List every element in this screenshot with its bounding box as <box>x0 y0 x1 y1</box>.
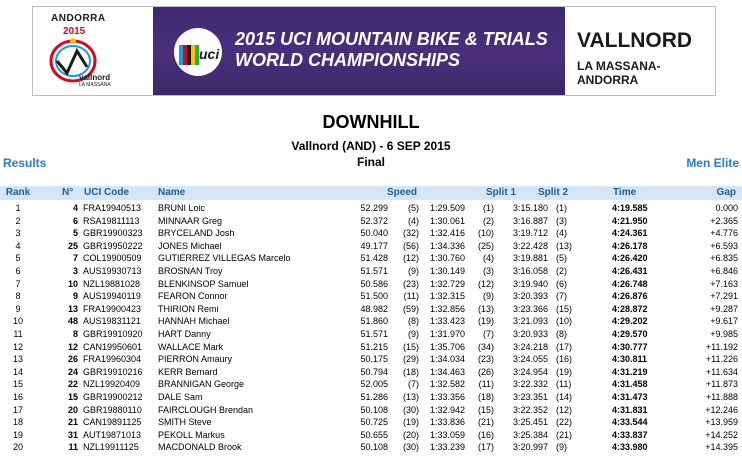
bib-number: 25 <box>67 240 78 251</box>
rider-name: HART Danny <box>158 329 211 339</box>
logo-vallnord-text: vallnord <box>79 73 111 82</box>
split1-position: (1) <box>483 203 494 213</box>
speed-value: 52.299 <box>360 203 388 213</box>
uci-code: GBR19910216 <box>83 366 143 377</box>
rider-name: KERR Bernard <box>158 366 218 377</box>
split1-position: (7) <box>483 329 494 339</box>
speed-value: 48.982 <box>360 303 388 314</box>
split1-position: (23) <box>477 354 494 365</box>
split2-time: 3:19.712 <box>513 228 549 239</box>
bib-number: 10 <box>67 278 78 289</box>
split2-time: 3:19.881 <box>513 253 549 264</box>
gap-value: +9.287 <box>710 303 738 314</box>
finish-time: 4:33.837 <box>612 429 648 440</box>
speed-value: 51.571 <box>360 329 388 339</box>
split2-position: (14) <box>556 392 573 402</box>
rank-cell: 17 <box>12 404 23 415</box>
col-speed: Speed <box>387 187 418 198</box>
uci-code: CAN19950601 <box>83 341 143 352</box>
gap-value: +14.395 <box>705 442 738 453</box>
speed-position: (19) <box>402 417 419 428</box>
split2-time: 3:23.351 <box>513 392 549 402</box>
split1-position: (4) <box>483 253 494 264</box>
table-row <box>0 329 742 340</box>
split1-time: 1:30.760 <box>430 253 466 264</box>
bib-number: 6 <box>72 215 78 226</box>
speed-position: (12) <box>402 253 419 264</box>
rank-cell: 11 <box>13 329 23 339</box>
bib-number: 11 <box>68 442 78 453</box>
logo-andorra-text: ANDORRA <box>51 13 106 24</box>
gap-value: +12.246 <box>705 404 738 415</box>
rider-name: FEARON Connor <box>158 291 228 302</box>
speed-position: (29) <box>402 354 419 365</box>
bib-number: 24 <box>67 366 78 377</box>
uci-code: GBR19900212 <box>83 392 143 402</box>
split2-position: (3) <box>556 215 567 226</box>
col-uci-code: UCI Code <box>84 187 129 198</box>
rank-cell: 16 <box>12 392 23 402</box>
gap-value: +7.163 <box>710 278 738 289</box>
uci-logo-icon <box>173 27 223 77</box>
table-row <box>0 241 742 252</box>
split2-time: 3:24.954 <box>513 366 549 377</box>
table-row <box>0 279 742 290</box>
uci-code: FRA19960304 <box>83 354 142 365</box>
finish-time: 4:28.872 <box>612 303 648 314</box>
rider-name: DALE Sam <box>158 392 203 402</box>
split1-position: (12) <box>477 278 494 289</box>
split2-time: 3:25.384 <box>513 429 549 440</box>
col-number: N° <box>62 187 74 198</box>
uci-code: GBR19910920 <box>83 329 143 339</box>
split1-time: 1:32.315 <box>430 291 466 302</box>
finish-time: 4:31.831 <box>612 404 648 415</box>
speed-position: (8) <box>408 316 419 327</box>
split2-position: (7) <box>556 291 567 302</box>
rider-name: BLENKINSOP Samuel <box>158 278 249 289</box>
table-row <box>0 442 742 453</box>
logo-lamassana-text: LA MASSANA <box>79 82 111 88</box>
split1-position: (19) <box>477 316 494 327</box>
championship-title <box>235 29 565 71</box>
uci-code: AUS19831121 <box>83 316 141 327</box>
split1-position: (25) <box>477 240 494 251</box>
split2-time: 3:16.887 <box>513 215 549 226</box>
speed-value: 52.005 <box>360 379 388 390</box>
speed-position: (5) <box>408 203 419 213</box>
speed-position: (30) <box>402 404 419 415</box>
bib-number: 20 <box>67 404 78 415</box>
gap-value: +14.252 <box>705 429 738 440</box>
split1-position: (16) <box>477 429 494 440</box>
table-row <box>0 379 742 390</box>
split2-position: (21) <box>556 429 573 440</box>
bib-number: 15 <box>67 392 78 402</box>
finish-time: 4:26.178 <box>612 240 648 251</box>
table-row <box>0 354 742 365</box>
results-link[interactable]: Results <box>3 156 47 170</box>
finish-time: 4:24.361 <box>612 228 648 239</box>
split2-time: 3:22.332 <box>513 379 549 390</box>
rank-cell: 1 <box>15 203 21 213</box>
speed-value: 51.428 <box>360 253 388 264</box>
speed-value: 51.500 <box>360 291 388 302</box>
split2-position: (2) <box>556 266 567 276</box>
speed-value: 51.286 <box>360 392 388 402</box>
speed-value: 50.108 <box>360 442 388 453</box>
gap-value: +6.835 <box>710 253 738 264</box>
split2-time: 3:19.940 <box>513 278 549 289</box>
table-row <box>0 316 742 327</box>
table-row <box>0 417 742 428</box>
bib-number: 9 <box>72 291 78 302</box>
bib-number: 31 <box>67 429 78 440</box>
rider-name: HANNAH Michael <box>158 316 230 327</box>
split1-position: (18) <box>477 392 494 402</box>
speed-position: (18) <box>402 366 419 377</box>
split2-position: (6) <box>556 278 567 289</box>
bib-number: 8 <box>72 329 78 339</box>
table-row <box>0 304 742 315</box>
split1-time: 1:34.034 <box>430 354 466 365</box>
bib-number: 4 <box>72 203 78 213</box>
championship-title-line2: WORLD CHAMPIONSHIPS <box>235 50 460 70</box>
vallnord-andorra-logo <box>33 7 153 95</box>
col-gap: Gap <box>716 187 736 198</box>
speed-value: 50.175 <box>360 354 388 365</box>
gap-value: +9.617 <box>710 316 738 327</box>
table-row <box>0 216 742 227</box>
uci-code: AUS19930713 <box>83 266 142 276</box>
bib-number: 12 <box>67 341 78 352</box>
speed-value: 50.586 <box>360 278 388 289</box>
split2-position: (22) <box>556 417 573 428</box>
split1-position: (26) <box>477 366 494 377</box>
speed-position: (4) <box>408 215 419 226</box>
split2-position: (1) <box>556 203 567 213</box>
rank-cell: 20 <box>12 442 23 453</box>
split1-time: 1:32.942 <box>430 404 466 415</box>
rank-cell: 8 <box>15 291 21 302</box>
speed-value: 51.571 <box>360 266 388 276</box>
speed-position: (56) <box>402 240 419 251</box>
speed-position: (32) <box>402 228 419 239</box>
speed-position: (30) <box>402 442 419 453</box>
uci-code: NZL19881028 <box>83 278 141 289</box>
speed-position: (23) <box>402 278 419 289</box>
uci-code: FRA19940513 <box>83 203 142 213</box>
rider-name: THIRION Remi <box>158 303 219 314</box>
split2-time: 3:24.055 <box>513 354 549 365</box>
split2-position: (5) <box>556 253 567 264</box>
finish-time: 4:33.544 <box>612 417 648 428</box>
finish-time: 4:33.980 <box>612 442 648 453</box>
split2-position: (19) <box>556 366 573 377</box>
split1-position: (9) <box>483 291 494 302</box>
venue-name: VALLNORD <box>577 29 693 52</box>
uci-code: RSA19811113 <box>83 215 140 226</box>
rider-name: SMITH Steve <box>158 417 212 428</box>
uci-code: GBR19880110 <box>83 404 142 415</box>
gap-value: +6.593 <box>710 240 738 251</box>
speed-position: (9) <box>408 266 419 276</box>
uci-code: COL19900509 <box>83 253 142 264</box>
venue-panel <box>565 7 715 95</box>
split1-time: 1:30.149 <box>430 266 466 276</box>
speed-value: 49.177 <box>360 240 388 251</box>
finish-time: 4:26.876 <box>612 291 648 302</box>
split2-position: (16) <box>556 354 573 365</box>
finish-time: 4:26.431 <box>612 266 648 276</box>
split1-time: 1:29.509 <box>430 203 466 213</box>
split1-time: 1:33.059 <box>430 429 466 440</box>
finish-time: 4:30.777 <box>612 341 648 352</box>
split1-time: 1:34.336 <box>430 240 466 251</box>
rider-name: BRANNIGAN George <box>158 379 245 390</box>
rider-name: FAIRCLOUGH Brendan <box>158 404 254 415</box>
split1-time: 1:33.423 <box>430 316 466 327</box>
split2-position: (15) <box>556 303 573 314</box>
col-split1: Split 1 <box>486 187 517 198</box>
speed-position: (9) <box>408 329 419 339</box>
split1-time: 1:32.729 <box>430 278 466 289</box>
uci-code: CAN19891125 <box>83 417 142 428</box>
rank-cell: 3 <box>15 228 21 239</box>
split1-time: 1:31.970 <box>430 329 466 339</box>
bib-number: 21 <box>67 417 78 428</box>
finish-time: 4:31.219 <box>612 366 648 377</box>
split1-time: 1:33.239 <box>430 442 466 453</box>
gap-value: +2.365 <box>710 215 738 226</box>
finish-time: 4:31.473 <box>612 392 648 402</box>
venue-location: LA MASSANA-ANDORRA <box>577 59 661 87</box>
speed-value: 50.040 <box>360 228 388 239</box>
results-table-header <box>0 186 742 200</box>
split1-position: (13) <box>477 303 494 314</box>
rank-cell: 4 <box>15 240 21 251</box>
split1-time: 1:32.582 <box>430 379 466 390</box>
split1-position: (15) <box>477 404 494 415</box>
gap-value: +9.985 <box>710 329 738 339</box>
split2-time: 3:15.180 <box>513 203 549 213</box>
split1-time: 1:35.706 <box>430 341 466 352</box>
split2-time: 3:24.218 <box>513 341 549 352</box>
event-title: DOWNHILL <box>322 112 420 132</box>
split2-position: (4) <box>556 228 567 239</box>
speed-value: 50.725 <box>360 417 388 428</box>
finish-time: 4:29.570 <box>612 329 648 339</box>
bib-number: 5 <box>72 228 78 239</box>
uci-code: NZL19920409 <box>83 379 141 390</box>
rank-cell: 14 <box>12 366 23 377</box>
finish-time: 4:30.811 <box>612 354 648 365</box>
rank-cell: 2 <box>15 215 21 226</box>
rank-cell: 6 <box>15 266 21 276</box>
rank-cell: 10 <box>12 316 23 327</box>
speed-position: (11) <box>403 291 419 302</box>
bib-number: 48 <box>67 316 78 327</box>
uci-code: AUS19940119 <box>83 291 141 302</box>
finish-time: 4:26.748 <box>612 278 648 289</box>
split2-time: 3:22.428 <box>513 240 549 251</box>
gap-value: +11.226 <box>705 354 738 365</box>
split1-position: (17) <box>477 442 494 453</box>
split2-position: (10) <box>556 316 573 327</box>
gap-value: +7.291 <box>710 291 738 302</box>
rider-name: PIERRON Amaury <box>158 354 233 365</box>
split1-time: 1:34.463 <box>430 366 466 377</box>
bib-number: 26 <box>67 354 78 365</box>
speed-position: (15) <box>402 341 419 352</box>
gap-value: +11.888 <box>705 392 738 402</box>
speed-position: (7) <box>408 379 419 390</box>
category-link[interactable]: Men Elite <box>686 156 739 170</box>
rider-name: PEKOLL Markus <box>158 429 225 440</box>
table-row <box>0 342 742 353</box>
split1-position: (10) <box>477 228 494 239</box>
finish-time: 4:26.420 <box>612 253 648 264</box>
finish-time: 4:31.458 <box>612 379 648 390</box>
speed-value: 52.372 <box>360 215 388 226</box>
round-title: Final <box>356 155 385 169</box>
rider-name: BRUNI Loic <box>158 203 206 213</box>
split2-time: 3:20.393 <box>513 291 549 302</box>
uci-logo-text: uci <box>199 46 220 62</box>
table-row <box>0 430 742 441</box>
rider-name: WALLACE Mark <box>158 341 224 352</box>
split2-position: (11) <box>556 379 572 390</box>
split1-position: (21) <box>477 417 494 428</box>
bib-number: 3 <box>72 266 78 276</box>
logo-year-text: 2015 <box>63 26 86 37</box>
split1-time: 1:30.061 <box>430 215 466 226</box>
split2-position: (8) <box>556 329 567 339</box>
gap-value: +6.846 <box>710 266 738 276</box>
gap-value: +11.192 <box>705 341 738 352</box>
col-time: Time <box>613 187 637 198</box>
split1-position: (3) <box>483 266 494 276</box>
speed-position: (20) <box>402 429 419 440</box>
gap-value: +4.776 <box>710 228 738 239</box>
uci-code: GBR19900323 <box>83 228 143 239</box>
speed-position: (13) <box>402 392 419 402</box>
speed-value: 50.108 <box>360 404 388 415</box>
speed-value: 51.860 <box>360 316 388 327</box>
table-row <box>0 266 742 277</box>
rider-name: MINNAAR Greg <box>158 215 223 226</box>
finish-time: 4:21.950 <box>612 215 648 226</box>
split1-time: 1:32.416 <box>430 228 466 239</box>
split1-position: (34) <box>477 341 494 352</box>
split2-time: 3:22.352 <box>513 404 549 415</box>
rank-cell: 9 <box>15 303 21 314</box>
finish-time: 4:29.202 <box>612 316 648 327</box>
rider-name: BROSNAN Troy <box>158 266 223 276</box>
gap-value: +11.873 <box>705 379 738 390</box>
gap-value: 0.000 <box>715 203 738 213</box>
table-row <box>0 367 742 378</box>
table-row <box>0 392 742 403</box>
rank-cell: 12 <box>12 341 23 352</box>
rider-name: MACDONALD Brook <box>158 442 242 453</box>
venue-date: Vallnord (AND) - 6 SEP 2015 <box>291 139 451 153</box>
rider-name: BRYCELAND Josh <box>158 228 235 239</box>
rank-cell: 18 <box>12 417 23 428</box>
col-rank: Rank <box>5 187 31 198</box>
championship-title-line1: 2015 UCI MOUNTAIN BIKE & TRIALS <box>235 29 548 49</box>
bib-number: 7 <box>72 253 78 264</box>
gap-value: +13.959 <box>705 417 738 428</box>
speed-position: (59) <box>402 303 419 314</box>
split2-time: 3:21.093 <box>513 316 549 327</box>
finish-time: 4:19.585 <box>612 203 648 213</box>
bib-number: 13 <box>67 303 78 314</box>
gap-value: +11.634 <box>705 366 738 377</box>
table-row <box>0 253 742 264</box>
table-row <box>0 405 742 416</box>
split2-position: (13) <box>556 240 573 251</box>
header-banner <box>32 6 716 96</box>
rank-cell: 7 <box>15 278 21 289</box>
split2-time: 3:23.366 <box>513 303 549 314</box>
split2-time: 3:25.451 <box>513 417 549 428</box>
rank-cell: 15 <box>12 379 23 390</box>
uci-title-panel <box>153 7 565 95</box>
rider-name: JONES Michael <box>158 240 222 251</box>
split2-time: 3:20.933 <box>513 329 549 339</box>
split2-time: 3:20.997 <box>513 442 549 453</box>
split2-time: 3:16.058 <box>513 266 549 276</box>
uci-code: AUT19871013 <box>83 429 142 440</box>
split2-position: (12) <box>556 404 573 415</box>
rider-name: GUTIERREZ VILLEGAS Marcelo <box>158 253 291 264</box>
split1-time: 1:33.356 <box>430 392 466 402</box>
speed-value: 51.215 <box>360 341 388 352</box>
col-split2: Split 2 <box>538 187 569 198</box>
uci-code: FRA19900423 <box>83 303 142 314</box>
bib-number: 22 <box>67 379 78 390</box>
split1-position: (11) <box>478 379 494 390</box>
speed-value: 50.794 <box>360 366 388 377</box>
split2-position: (17) <box>556 341 573 352</box>
split1-position: (2) <box>483 215 494 226</box>
rank-cell: 19 <box>12 429 23 440</box>
split2-position: (9) <box>556 442 567 453</box>
uci-code: GBR19950222 <box>83 240 143 251</box>
table-row <box>0 203 742 214</box>
table-row <box>0 291 742 302</box>
split1-time: 1:32.856 <box>430 303 466 314</box>
split1-time: 1:33.836 <box>430 417 466 428</box>
rank-cell: 13 <box>12 354 23 365</box>
col-name: Name <box>158 187 186 198</box>
uci-code: NZL19911125 <box>83 442 139 453</box>
table-row <box>0 228 742 239</box>
rank-cell: 5 <box>15 253 21 264</box>
speed-value: 50.655 <box>360 429 388 440</box>
